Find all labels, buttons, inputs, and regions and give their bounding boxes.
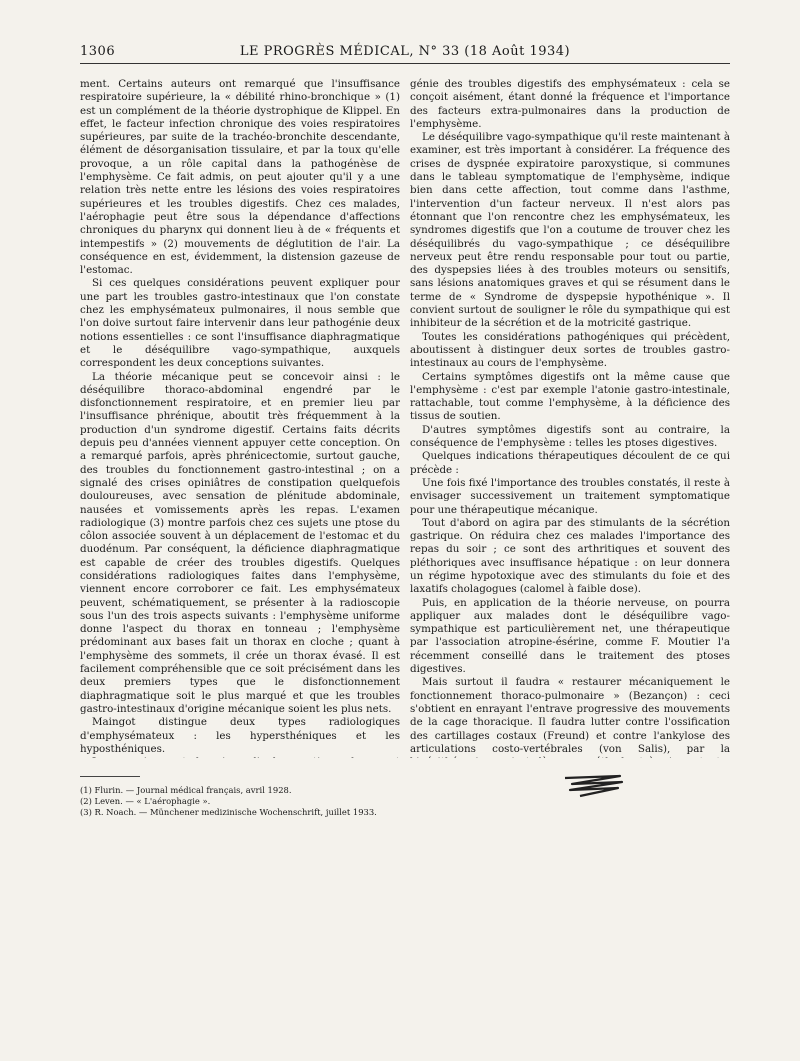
running-header [80, 44, 730, 59]
footnote-rule [80, 776, 140, 777]
left-column [80, 78, 400, 758]
footnote: (1) Flurin. — Journal médical français, avril 1928. [80, 785, 292, 795]
printer-ornament-icon [560, 770, 630, 800]
paragraph: génie des troubles digestifs des emphysémateux : cela se conçoit aisément, étant donné la fréquence et l'importance des facteurs extra-pulmonaires dans la production de l'emphysème. [410, 78, 730, 130]
paragraph: Mais surtout il faudra « restaurer mécaniquement le fonctionnement thoraco-pulmonaire » (Bezançon) : ceci s'obtient en enrayant l'entrave progressive des mouvements de la cage thoracique. Il faudra lutter contre l'ossification des cartillages costaux (Freund) et contre l'ankylose des articulations costo-vertébrales (von Salis), par la [410, 676, 730, 755]
paragraph: Tout d'abord on agira par des stimulants de la sécrétion gastrique. On réduira chez ces malades l'importance des repas du soir ; ce sont des arthritiques et souvent des pléthoriques avec insuffisance hépatique : on leur donnera un régime hypotoxique avec des stimulants du foie et des laxatifs cholagogues (calomel à faible dose). [410, 516, 730, 596]
footnote: (3) R. Noach. — Münchener medizinische Wochenschrift, juillet 1933. [80, 807, 377, 817]
paragraph: D'autres symptômes digestifs sont au contraire, la conséquence de l'emphysème : telles les ptoses digestives. [410, 423, 730, 450]
paragraph: La théorie mécanique peut se concevoir ainsi : le déséquilibre thoraco-abdominal engendré par le disfonctionnement respiratoire, et en premier lieu par l'insuffisance phrénique, aboutit très fréquemment à la production d'un syndrome digestif. Certains faits décrits depuis peu d'années viennent appuyer cette conception. On a remarqué parfois, après phrénicectomie, surtout gauche, des troubles du fonctionnement gastro-intestinal ; on a signalé des crises opiniâtres de constipation quelquefois douloureuses, avec sensation de plénitude abdominale, nausées et vomissements après les repas. L'examen radiologique (3) montre parfois chez ces sujets une ptose du côlon associée souvent à un déplacement de l'estomac et du duodénum. Par conséquent, la déficience diaphragmatique est capable de créer des troubles digestifs. Quelques considérations radiologiques faites dans l'emphysème, viennent encore corroborer ce fait. Les emphysémateux peuvent, schématiquement, se présenter à la radioscopie sous l'un des trois aspects suivants : l'emphysème uniforme donne l'aspect du thorax en tonneau ; l'emphysème prédominant aux bases fait un thorax en cloche ; quant à l'emphysème des sommets, il crée un thorax évasé. Il est facilement compréhensible que ce soit précisément dans les deux premiers types que le disfonctionnement diaphragmatique soit le plus marqué et que les troubles gastro-intestinaux d'origine mécanique soient les plus nets. [80, 370, 400, 715]
paragraph: Si ces quelques considérations peuvent expliquer pour une part les troubles gastro-intestinaux que l'on constate chez les emphysémateux pulmonaires, il nous semble que l'on doive surtout faire intervenir dans leur pathogénie deux notions essentielles : ce sont l'insuffisance diaphragmatique et le déséquilibre vago-sympathique, auxquels correspondent les deux conceptions suivantes. [80, 277, 400, 370]
paragraph: Puis, en application de la théorie nerveuse, on pourra appliquer aux malades dont le déséquilibre vago-sympathique est particulièrement net, une thérapeutique par l'association atropine-ésérine, comme F. Moutier l'a récemment conseillé dans le traitement des ptoses digestives. [410, 596, 730, 676]
paragraph: Maingot distingue deux types radiologiques d'emphysémateux : les hypersthéniques et les hyposthéniques. [80, 716, 400, 755]
paragraph: Toutes les considérations pathogéniques qui précèdent, aboutissent à distinguer deux sortes de troubles gastro-intestinaux au cours de l'emphysème. [410, 330, 730, 370]
footnotes [80, 785, 400, 818]
paragraph: Certains symptômes digestifs ont la même cause que l'emphysème : c'est par exemple l'atonie gastro-intestinale, rattachable, tout comme l'emphysème, à la déficience des tissus de soutien. [410, 370, 730, 423]
running-title: LE PROGRÈS MÉDICAL, N° 33 (18 Août 1934) [239, 44, 571, 59]
paragraph: Quelques indications thérapeutiques découlent de ce qui précède : [410, 450, 730, 476]
paragraph: Le déséquilibre vago-sympathique qu'il reste maintenant à examiner, est très important à considérer. La fréquence des crises de dyspnée expiratoire paroxystique, si communes dans le tableau symptomatique de l'emphysème, indique bien dans cette affection, tout comme dans l'asthme, l'intervention d'un facteur nerveux. Il n'est alors pas étonnant que l'on rencontre chez les emphysémateux, les syndromes digestifs que l'on a coutume de trouver chez les déséquilibrés du vago-sympathique ; ce déséquilibre nerveux peut être rendu responsable pour tout ou partie, des dyspepsies liées à des troubles moteurs ou sensitifs, sans lésions anatomiques graves et qui se résument dans le terme de « Syndrome de dyspepsie hypothénique ». Il convient surtout de souligner le rôle du sympathique qui est inhibiteur de la sécrétion et de la motricité gastrique. [410, 131, 730, 330]
paragraph [80, 756, 400, 758]
paragraph: ment. Certains auteurs ont remarqué que l'insuffisance respiratoire supérieure, la « débilité rhino-bronchique » (1) est un complément de la théorie dystrophique de Klippel. En effet, le facteur infection chronique des voies respiratoires supérieures, par suite de la trachéo-bronchite descendante, élément de désorganisation tissulaire, et par la toux qu'elle provoque, a un rôle capital dans la pathogénèse de l'emphysème. Ce fait admis, on peut ajouter qu'il y a une relation très nette entre les lésions des voies respiratoires supérieures et les troubles digestifs. Chez ces malades, l'aérophagie peut être sous la dépendance d'affections chroniques du pharynx qui donnent lieu à de « fréquents et intempestifs » (2) mouvements de déglutition de l'air. La conséquence en est, évidemment, la distension gazeuse de l'estomac. [80, 78, 400, 277]
page-number: 1306 [80, 44, 116, 59]
footnote: (2) Leven. — « L'aérophagie ». [80, 796, 211, 806]
header-rule [80, 63, 730, 64]
right-column [410, 78, 730, 758]
paragraph: Une fois fixé l'importance des troubles constatés, il reste à envisager successivement un traitement symptomatique pour une thérapeutique mécanique. [410, 476, 730, 516]
